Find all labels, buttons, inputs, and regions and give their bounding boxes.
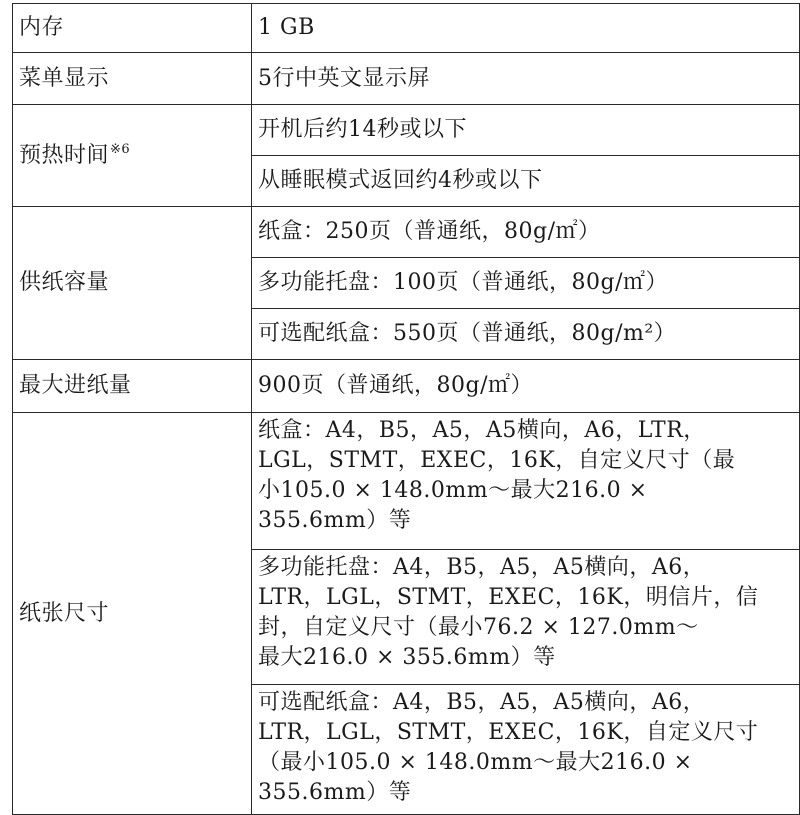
warmup-label: 预热时间 [19,142,110,168]
memory-value: 1 GB [252,4,800,53]
size-tray-line: 纸盒：A4，B5，A5，A5横向，A6，LTR， [258,418,706,443]
size-tray-line: LGL，STMT，EXEC，16K，自定义尺寸（最 [258,448,736,473]
spec-table [12,3,800,815]
menu-display-value: 5行中英文显示屏 [252,53,800,105]
row-size-tray [13,413,800,550]
size-mp-tray-line: LTR，LGL，STMT，EXEC，16K，明信片，信 [258,585,759,610]
row-max-input [13,360,800,413]
size-optional-tray-line: （最小105.0 × 148.0mm～最大216.0 × [258,750,693,775]
size-mp-tray-line: 多功能托盘：A4，B5，A5，A5横向，A6， [258,555,706,580]
size-mp-tray-line: 最大216.0 × 355.6mm）等 [258,645,556,670]
warmup-label-cell [13,105,252,207]
warmup-value-startup: 开机后约14秒或以下 [252,105,800,156]
paper-size-label: 纸张尺寸 [13,413,252,815]
max-input-label: 最大进纸量 [13,360,252,413]
row-warmup-1 [13,105,800,156]
row-memory [13,4,800,53]
max-input-value: 900页（普通纸，80g/㎡） [252,360,800,413]
size-optional-tray-line: 355.6mm）等 [258,780,412,805]
size-optional-tray-line: 可选配纸盒：A4，B5，A5，A5横向，A6， [258,690,706,715]
size-mp-tray-line: 封，自定义尺寸（最小76.2 × 127.0mm～ [258,615,699,640]
capacity-optional-tray: 可选配纸盒：550页（普通纸，80g/m²） [252,309,800,360]
capacity-mp-tray: 多功能托盘：100页（普通纸，80g/㎡） [252,258,800,309]
size-tray-line: 小105.0 × 148.0mm～最大216.0 × [258,478,648,503]
row-menu-display [13,53,800,105]
size-tray-cell [252,413,800,550]
size-mp-tray-cell [252,550,800,685]
size-optional-tray-cell [252,685,800,815]
memory-label: 内存 [13,4,252,53]
paper-capacity-label: 供纸容量 [13,207,252,360]
row-capacity-1 [13,207,800,258]
warmup-value-sleep: 从睡眠模式返回约4秒或以下 [252,156,800,207]
menu-display-label: 菜单显示 [13,53,252,105]
warmup-footnote-marker: ※6 [110,142,131,158]
capacity-tray: 纸盒：250页（普通纸，80g/㎡） [252,207,800,258]
size-tray-line: 355.6mm）等 [258,508,412,533]
size-optional-tray-line: LTR，LGL，STMT，EXEC，16K，自定义尺寸 [258,720,759,745]
